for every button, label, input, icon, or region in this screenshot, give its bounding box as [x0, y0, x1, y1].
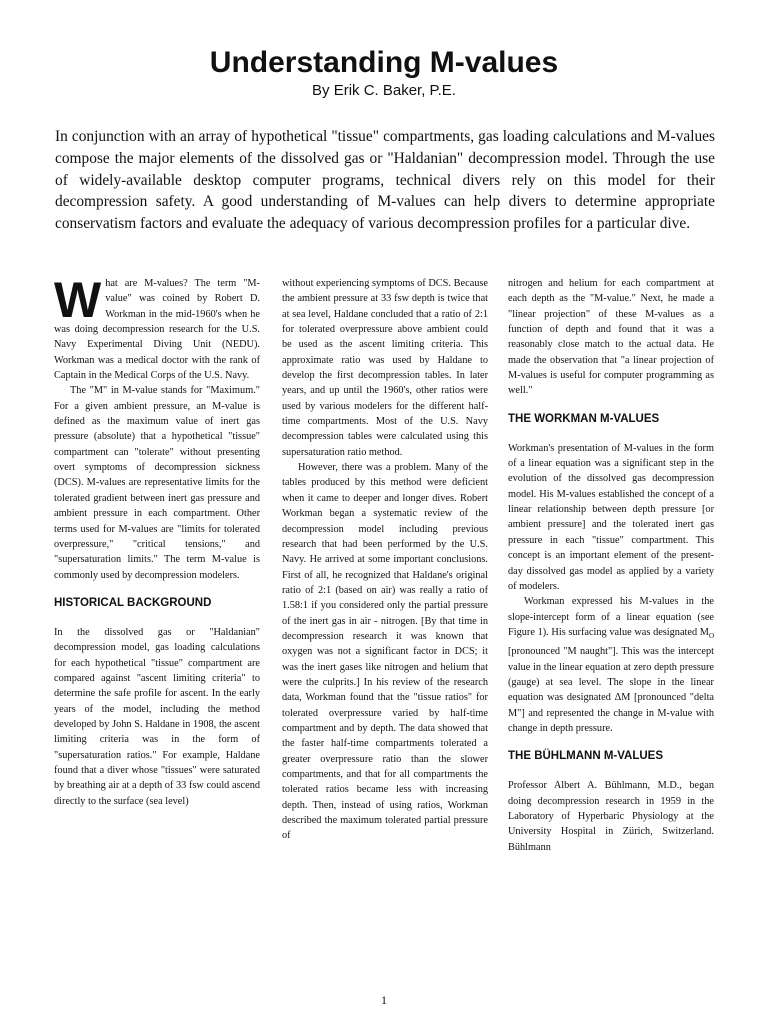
paragraph: However, there was a problem. Many of the tables produced by this method were deficient when it came to deeper and longer dives. Robert Workman began a systematic review of the decompression model including previous research that had been performed by the U.S. Navy. He arrived at some important conclusions. First of all, he recognized that Haldane's original ratio of 2:1 (based on air) was really a ratio of 1.58:1 if you considered only the partial pressure of the inert gas in air - nitrogen. [By that time in decompression research it was known that oxygen was not a significant factor in DCS; it was the inert gases like nitrogen and helium that were the culprits.] In his review of the research data, Workman found that the "tissue ratios" for tolerated overpressure varied by half-time compartment and by depth. The data showed that the faster half-time compartments tolerated a greater overpressure ratio than the slower compartments, and that for all compartments the tolerated ratios became less with increasing depth. Then, instead of using ratios, Workman described the maximum tolerated partial pressure of	[282, 462, 488, 842]
section-heading: HISTORICAL BACKGROUND	[54, 596, 212, 609]
paragraph: In the dissolved gas or "Haldanian" decompression model, gas loading calculations for each hypothetical "tissue" compartment are compared against "ascent limiting criteria" to determine the safe profile for ascent. In the early years of the model, including the method developed by John S. Haldane in 1908, the ascent limiting criteria was in the form of "supersaturation ratios." For example, Haldane found that a diver whose "tissues" were saturated by breathing air at a depth of 33 fsw could ascend directly to the surface (sea level)	[54, 626, 260, 807]
paragraph: hat are M-values? The term "M-value" was coined by Robert D. Workman in the mid-1960's when he was doing decompression research for the U.S. Navy Experimental Diving Unit (NEDU). Workman was a medical doctor with the rank of Captain in the Medical Corps of the U.S. Navy.	[54, 278, 260, 382]
paragraph-text: [pronounced "M naught"]. This was the intercept value in the linear equation at zero depth pressure (gauge) at sea level. The slope in the linear equation was designated ΔM [pronounced "delta M"] and represented the change in M-value with change in depth pressure.	[508, 646, 714, 734]
column-2	[282, 276, 488, 844]
intro-paragraph: In conjunction with an array of hypothetical "tissue" compartments, gas loading calculations and M-values compose the major elements of the dissolved gas or "Haldanian" decompression model. Through the use of widely-available desktop computer programs, technical divers rely on this model for their decompression safety. A good understanding of M-values can help divers to determine appropriate conservatism factors and evaluate the adequacy of various decompression profiles for a particular dive.	[55, 128, 715, 233]
paragraph: without experiencing symptoms of DCS. Because the ambient pressure at 33 fsw depth is twice that at sea level, Haldane concluded that a ratio of 2:1 for tolerated overpressure above ambient could be used as the ascent limiting criteria. This approximate ratio was used by Haldane to develop the first decompression tables. In later years, and up until the 1960's, other ratios were used by various modelers for the different half-time compartments. Most of the U.S. Navy decompression tables were calculated using this supersaturation ratio method.	[282, 278, 488, 458]
paragraph	[508, 594, 714, 736]
page-number: 1	[381, 993, 387, 1007]
paragraph: The "M" in M-value stands for "Maximum." For a given ambient pressure, an M-value is defined as the maximum value of inert gas pressure (absolute) that a hypothetical "tissue" compartment can "tolerate" without presenting overt symptoms of decompression sickness (DCS). M-values are representative limits for the tolerated gradient between inert gas pressure and ambient pressure in each compartment. Other terms used for M-values are "limits for tolerated overpressure," "critical tensions," and "supersaturation limits." The term M-value is commonly used by decompression modelers.	[54, 385, 260, 581]
column-3	[508, 276, 714, 855]
author-byline: By Erik C. Baker, P.E.	[312, 82, 456, 99]
drop-cap: W	[54, 272, 102, 328]
article-title: Understanding M-values	[209, 46, 559, 79]
paragraph: Professor Albert A. Bühlmann, M.D., began doing decompression research in 1959 in the Laboratory of Hyperbaric Physiology at the University Hospital in Zürich, Switzerland. Bühlmann	[508, 780, 714, 853]
column-1	[54, 272, 260, 809]
paragraph: Workman's presentation of M-values in the form of a linear equation was a significant step in the evolution of the dissolved gas decompression model. His M-values established the concept of a linear relationship between depth pressure [or ambient pressure] and the tolerated inert gas pressure in each "tissue" compartment. This concept is an important element of the present-day dissolved gas model as applied by a variety of modelers.	[508, 442, 714, 592]
paragraph: nitrogen and helium for each compartment at each depth as the "M-value." Next, he made a "linear projection" of these M-values as a function of depth and found that it was a reasonably close match to the actual data. He made the observation that "a linear projection of M-values is useful for computer programming as well."	[508, 278, 714, 397]
subscript: O	[708, 631, 714, 640]
section-heading: THE BÜHLMANN M-VALUES	[508, 750, 664, 763]
paragraph-text: Workman expressed his M-values in the slope-intercept form of a linear equation (see Figure 1). His surfacing value was designated M	[508, 596, 714, 638]
section-heading: THE WORKMAN M-VALUES	[508, 412, 660, 425]
